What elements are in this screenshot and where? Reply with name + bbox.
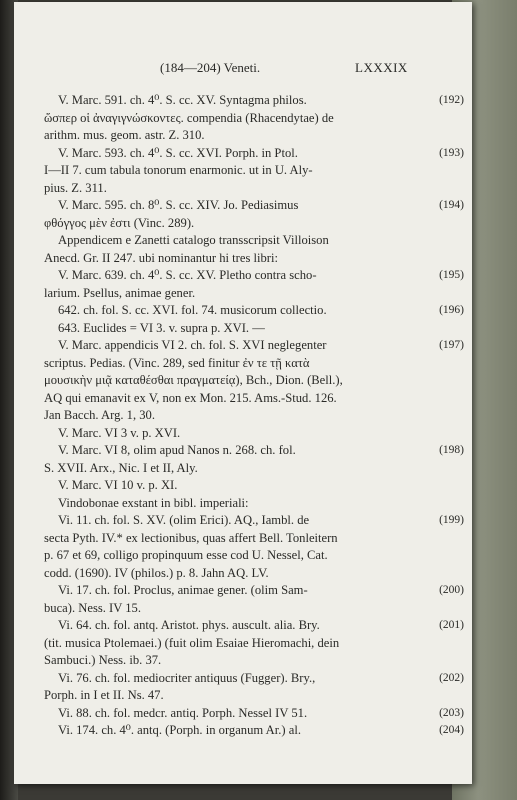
line-text: secta Pyth. IV.* ex lectionibus, quas affert Bell. Tonleitern [44, 530, 338, 545]
text-line [44, 670, 464, 688]
line-text: V. Marc. appendicis VI 2. ch. fol. S. XVI neglegenter [58, 338, 327, 352]
entry-number: (199) [439, 514, 464, 526]
line-text: Vi. 174. ch. 4⁰. antq. (Porph. in organum Ar.) al. [58, 723, 301, 737]
text-line [44, 285, 456, 303]
entry-number: (197) [439, 339, 464, 351]
text-line [44, 302, 464, 320]
entry-number: (203) [439, 706, 464, 719]
line-text: V. Marc. 639. ch. 4⁰. S. cc. XV. Pletho contra scho- [58, 268, 317, 282]
line-text: Vindobonae exstant in bibl. imperiali: [58, 495, 249, 510]
text-line [44, 127, 456, 145]
line-text: S. XVII. Arx., Nic. I et II, Aly. [44, 460, 198, 475]
line-text: Sambuci.) Ness. ib. 37. [44, 653, 162, 667]
text-line [44, 652, 456, 670]
line-text: φθόγγος μὲν ἐστι (Vinc. 289). [44, 215, 195, 230]
text-line [44, 442, 464, 460]
line-text: 643. Euclides = VI 3. v. supra p. XVI. — [58, 320, 265, 335]
line-text: ὥσπερ οἱ ἀναγιγνώσκοντες. compendia (Rhacendytae) de [44, 110, 334, 125]
line-text: V. Marc. 593. ch. 4⁰. S. cc. XVI. Porph. in Ptol. [58, 145, 298, 160]
text-line [44, 722, 464, 740]
line-text: Anecd. Gr. II 247. ubi nominantur hi tres libri: [44, 250, 278, 265]
text-line [44, 197, 464, 215]
text-line [44, 390, 456, 408]
text-line [44, 530, 456, 548]
text-line [44, 477, 456, 495]
line-text: codd. (1690). IV (philos.) p. 8. Jahn AQ. LV. [44, 565, 269, 580]
line-text: Appendicem e Zanetti catalogo transscripsit Villoison [58, 233, 329, 247]
line-text: μουσικὴν μιᾷ καταθέσθαι πραγματείᾳ), Bch., Dion. (Bell.), [44, 373, 343, 387]
line-text: larium. Psellus, animae gener. [44, 285, 196, 300]
text-line [44, 250, 456, 268]
text-line [44, 267, 464, 285]
entry-number: (196) [439, 304, 464, 316]
line-text: Vi. 76. ch. fol. mediocriter antiquus (Fugger). Bry., [58, 670, 316, 685]
text-line [44, 565, 456, 583]
text-line [44, 547, 456, 565]
line-text: V. Marc. VI 10 v. p. XI. [58, 478, 178, 492]
line-text: V. Marc. 595. ch. 8⁰. S. cc. XIV. Jo. Pediasimus [58, 198, 299, 212]
text-line [44, 355, 456, 373]
entry-number: (202) [439, 671, 464, 684]
entry-number: (200) [439, 584, 464, 596]
entry-number: (193) [439, 146, 464, 159]
text-line [44, 512, 464, 530]
line-text: buca). Ness. IV 15. [44, 600, 141, 615]
line-text: Vi. 64. ch. fol. antq. Aristot. phys. auscult. alia. Bry. [58, 618, 320, 632]
line-text: V. Marc. VI 3 v. p. XVI. [58, 425, 181, 440]
entry-number: (201) [439, 619, 464, 631]
text-line [44, 215, 456, 233]
book-page [14, 2, 472, 784]
line-text: Jan Bacch. Arg. 1, 30. [44, 408, 155, 422]
page-body [44, 92, 464, 740]
line-text: I—II 7. cum tabula tonorum enarmonic. ut in U. Aly- [44, 163, 313, 177]
entry-number: (194) [439, 199, 464, 211]
page-number: LXXXIX [355, 60, 408, 75]
text-line [44, 460, 456, 478]
line-text: Vi. 17. ch. fol. Proclus, animae gener. (olim Sam- [58, 583, 308, 597]
text-line [44, 232, 456, 250]
entry-number: (198) [439, 444, 464, 456]
text-line [44, 320, 456, 338]
text-line [44, 425, 456, 443]
line-text: scriptus. Pedias. (Vinc. 289, sed finitur ἐν τε τῇ κατὰ [44, 355, 310, 370]
text-line [44, 582, 464, 600]
text-line [44, 110, 456, 128]
text-line [44, 495, 456, 513]
line-text: pius. Z. 311. [44, 180, 107, 195]
line-text: Porph. in I et II. Ns. 47. [44, 688, 164, 702]
entry-number: (192) [439, 94, 464, 106]
text-line [44, 92, 464, 110]
running-head-range: (184—204) Veneti. [160, 60, 261, 75]
line-text: 642. ch. fol. S. cc. XVI. fol. 74. musicorum collectio. [58, 303, 327, 317]
line-text: arithm. mus. geom. astr. Z. 310. [44, 128, 205, 142]
entry-number: (204) [439, 724, 464, 736]
line-text: (tit. musica Ptolemaei.) (fuit olim Esaiae Hieromachi, dein [44, 635, 340, 650]
text-line [44, 617, 464, 635]
line-text: V. Marc. 591. ch. 4⁰. S. cc. XV. Syntagma philos. [58, 93, 307, 107]
text-line [44, 162, 456, 180]
entry-number: (195) [439, 269, 464, 281]
line-text: Vi. 11. ch. fol. S. XV. (olim Erici). AQ., Iambl. de [58, 513, 310, 527]
text-line [44, 180, 456, 198]
text-line [44, 600, 456, 618]
text-line [44, 145, 464, 163]
text-line [44, 635, 456, 653]
text-line [44, 337, 464, 355]
line-text: AQ qui emanavit ex V, non ex Mon. 215. Ams.-Stud. 126. [44, 390, 337, 405]
text-line [44, 687, 456, 705]
line-text: Vi. 88. ch. fol. medcr. antiq. Porph. Nessel IV 51. [58, 705, 308, 720]
text-line [44, 372, 456, 390]
text-line [44, 705, 464, 723]
text-line [44, 407, 456, 425]
running-head [14, 60, 472, 80]
line-text: p. 67 et 69, colligo propinquum esse cod U. Nessel, Cat. [44, 548, 328, 562]
line-text: V. Marc. VI 8, olim apud Nanos n. 268. ch. fol. [58, 443, 296, 457]
